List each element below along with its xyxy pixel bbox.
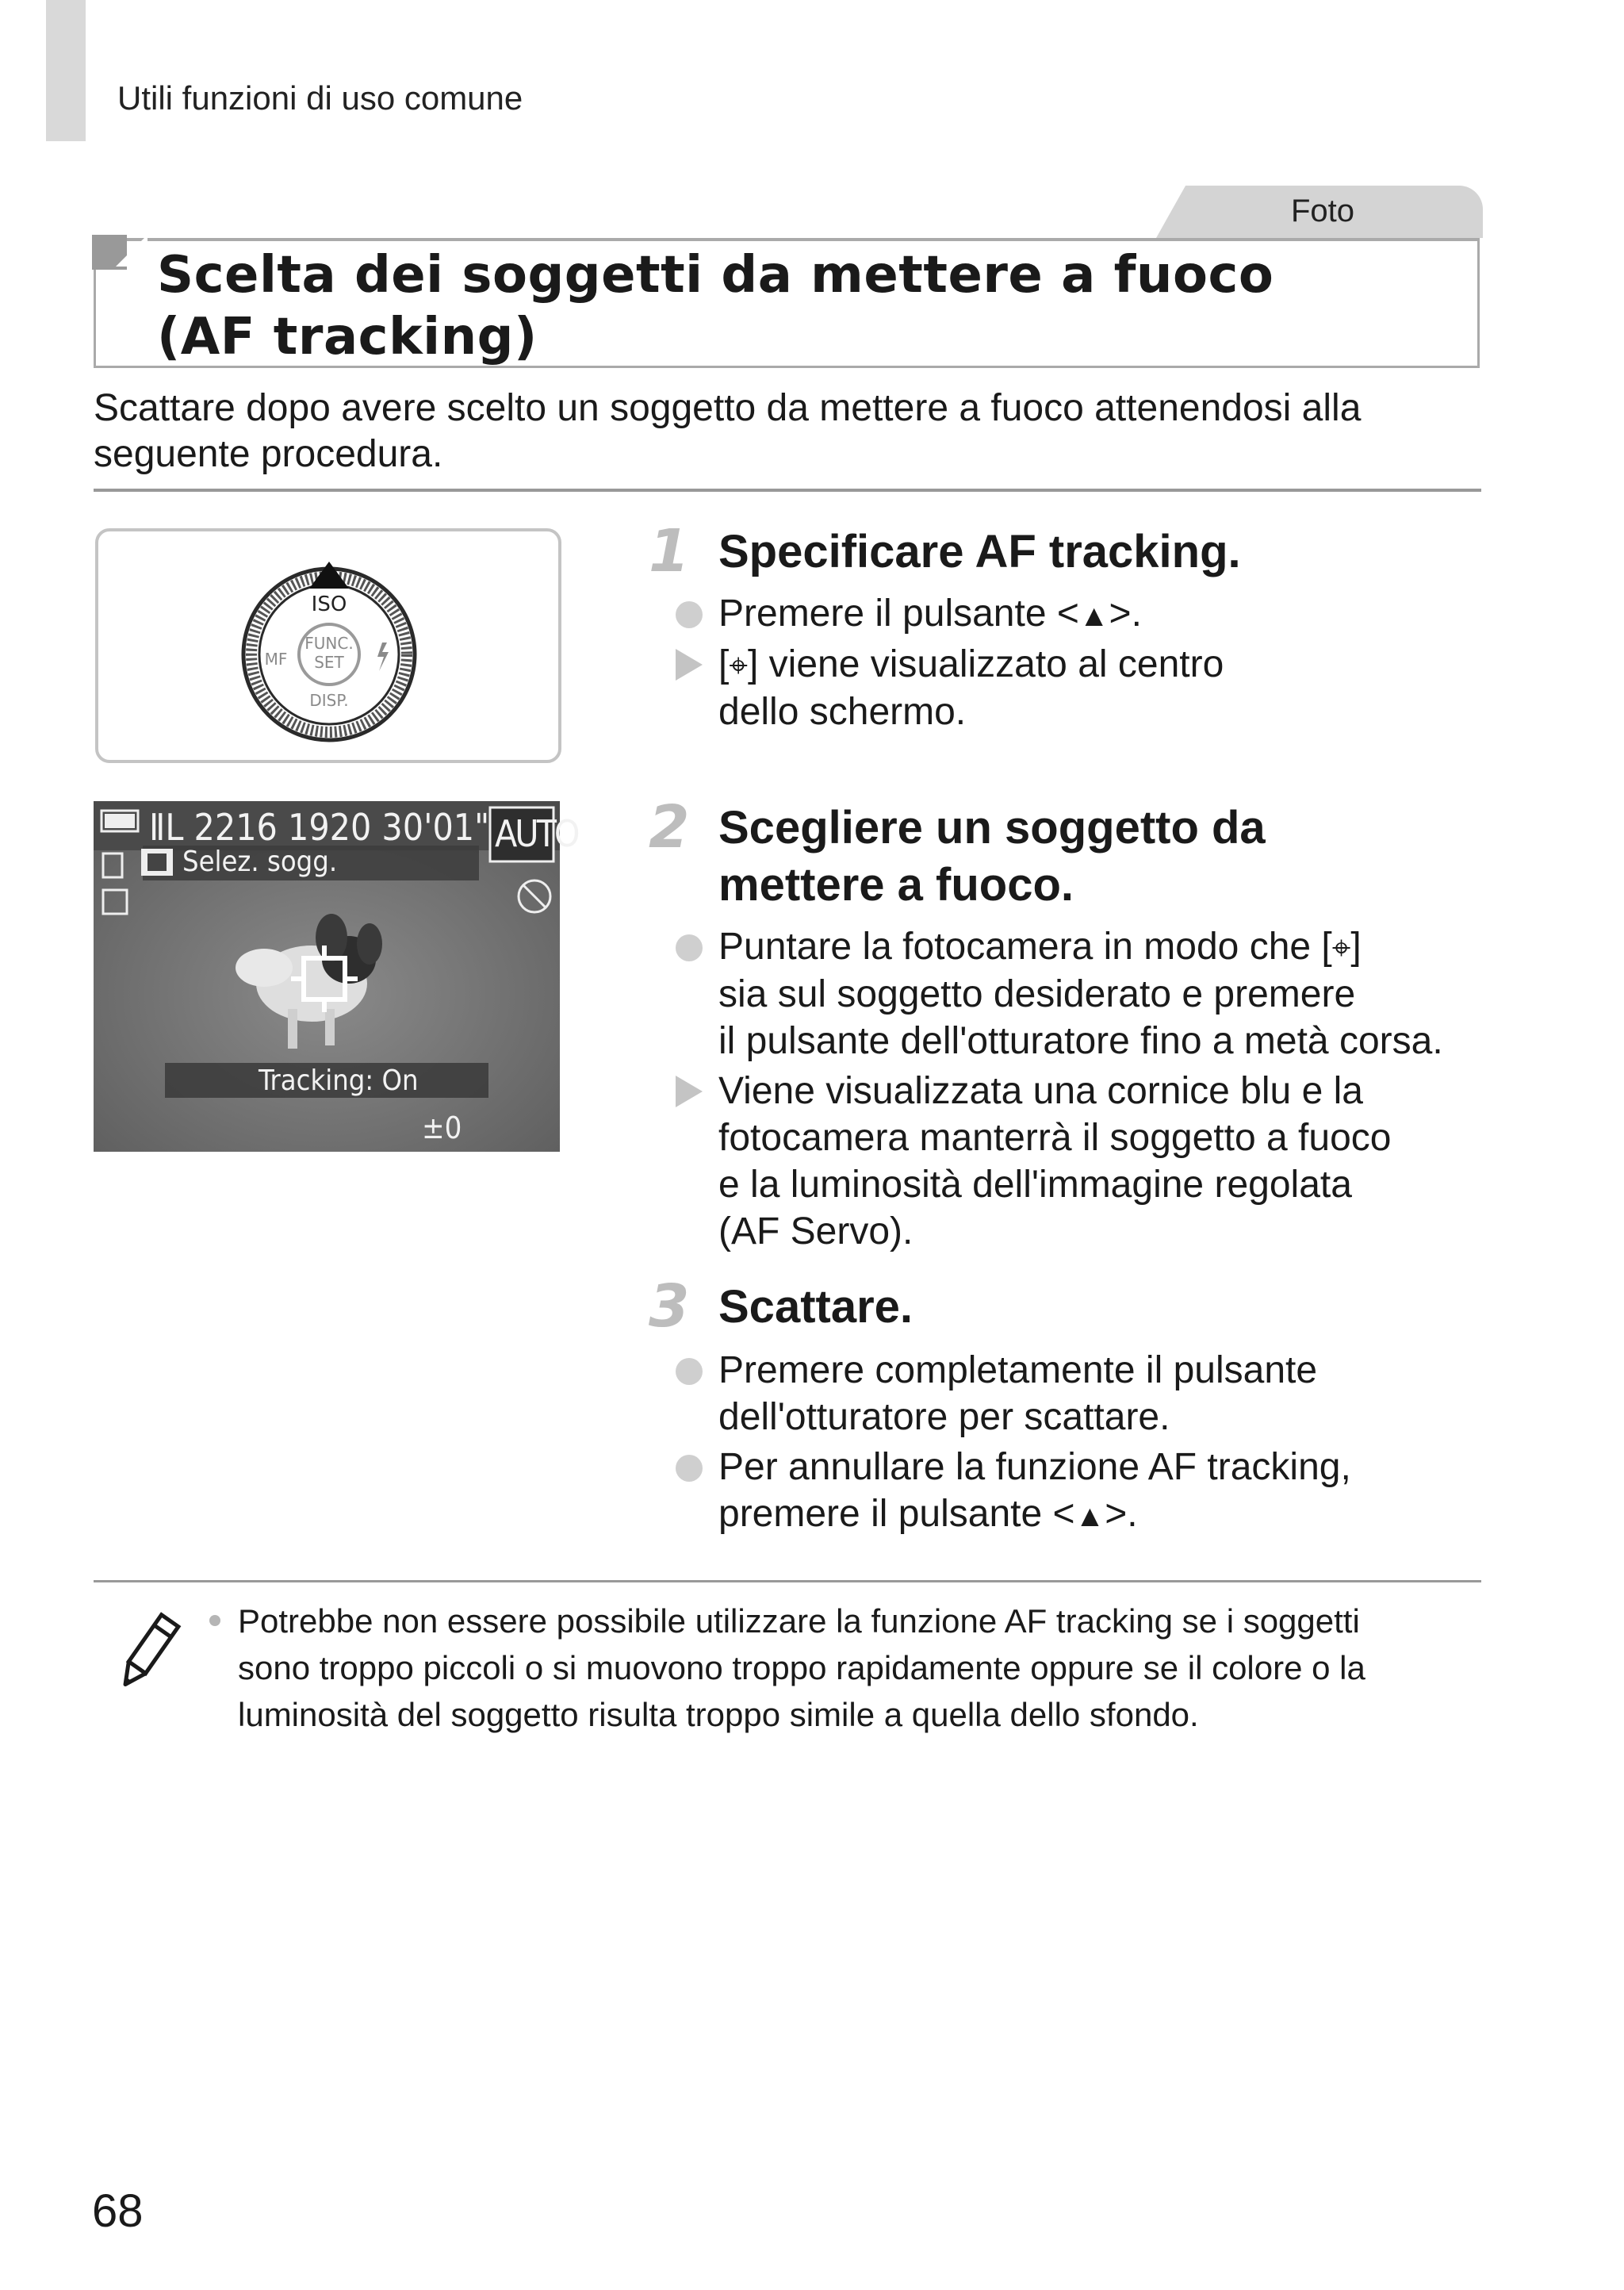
- step-3-instruction-1-line2: dell'otturatore per scattare.: [718, 1396, 1170, 1438]
- step-2-result: [718, 1068, 1391, 1255]
- section-label: Utili funzioni di uso comune: [117, 79, 523, 117]
- step-3-bullet-icon: [676, 1358, 703, 1385]
- tracking-frame-inline-icon: ⌖: [729, 646, 748, 684]
- step-2-instruction-suffix: ]: [1350, 926, 1362, 968]
- dial-mf-label: MF: [264, 650, 288, 669]
- page-title-line2: (AF tracking): [157, 308, 538, 366]
- step-1-result: [718, 641, 1224, 735]
- page-number: 68: [92, 2185, 144, 2237]
- note-line2: sono troppo piccoli o si muovono troppo rapidamente oppure se il colore o la: [238, 1649, 1365, 1686]
- note-line1: Potrebbe non essere possibile utilizzare la funzione AF tracking se i soggetti: [238, 1602, 1360, 1640]
- dial-disp-label: DISP.: [309, 691, 349, 710]
- note-line3: luminosità del soggetto risulta troppo simile a quella dello sfondo.: [238, 1696, 1199, 1733]
- step-2-instruction-line2: sia sul soggetto desiderato e premere: [718, 973, 1356, 1015]
- control-dial-icon: [238, 547, 420, 746]
- step-3-instruction-2-prefix: premere il pulsante <: [718, 1493, 1075, 1535]
- screen-top-bar: ⅡL 2216 1920 30'01": [149, 806, 490, 849]
- screen-mode-label: Selez. sogg.: [182, 846, 338, 878]
- step-3-instruction-1: [718, 1347, 1317, 1440]
- pencil-icon: [113, 1612, 181, 1696]
- step-1-result-text: ] viene visualizzato al centro: [748, 643, 1224, 685]
- step-1-instruction-end: >.: [1109, 593, 1142, 635]
- screen-exposure: ±0: [422, 1110, 462, 1145]
- step-1-result-line2: dello schermo.: [718, 691, 967, 733]
- step-1-title: Specificare AF tracking.: [718, 526, 1241, 577]
- step-2-title-line2: mettere a fuoco.: [718, 859, 1074, 911]
- screen-tracking-status: Tracking: On: [259, 1064, 419, 1097]
- step-3-instruction-2: [718, 1444, 1351, 1540]
- page-title: [157, 244, 1274, 368]
- step-2-number: 2: [649, 793, 690, 861]
- intro-paragraph: [94, 386, 1489, 478]
- header-sidebar-bar: [46, 0, 86, 141]
- note-text: [238, 1598, 1491, 1738]
- step-1-instruction: [718, 590, 1142, 640]
- step-3-instruction-2-suffix: >.: [1105, 1493, 1138, 1535]
- step-2-result-icon: [676, 1076, 703, 1107]
- step-2-result-line4: (AF Servo).: [718, 1210, 914, 1252]
- step-3-title: Scattare.: [718, 1281, 914, 1333]
- step-3-instruction-2-line1: Per annullare la funzione AF tracking,: [718, 1446, 1351, 1488]
- step-1-number: 1: [649, 517, 690, 585]
- step-2-instruction: [718, 923, 1443, 1064]
- screen-auto-mode: AUTO: [495, 812, 578, 855]
- foto-tab-label: Foto: [1291, 194, 1355, 228]
- step-1-result-prefix: [: [718, 643, 730, 685]
- intro-divider: [94, 489, 1481, 492]
- step-2-title: [718, 800, 1266, 914]
- step-3-number: 3: [649, 1272, 690, 1341]
- step-2-instruction-line3: il pulsante dell'otturatore fino a metà corsa.: [718, 1020, 1443, 1062]
- note-bullet-icon: [209, 1615, 220, 1626]
- step-2-result-line1: Viene visualizzata una cornice blu e la: [718, 1070, 1363, 1112]
- step-2-result-line2: fotocamera manterrà il soggetto a fuoco: [718, 1117, 1392, 1159]
- up-arrow-icon: ▲: [1074, 1500, 1105, 1533]
- step-2-result-line3: e la luminosità dell'immagine regolata: [718, 1164, 1352, 1206]
- dial-func-label: FUNC.: [304, 634, 354, 653]
- intro-line1: Scattare dopo avere scelto un soggetto da mettere a fuoco attenendosi alla: [94, 387, 1362, 429]
- step-2-instruction-prefix: Puntare la fotocamera in modo che [: [718, 926, 1332, 968]
- page-title-line1: Scelta dei soggetti da mettere a fuoco: [157, 246, 1274, 305]
- intro-line2: seguente procedura.: [94, 433, 443, 475]
- tracking-frame-inline-icon: ⌖: [1331, 929, 1351, 966]
- step-1-result-icon: [676, 649, 703, 681]
- camera-screen: [94, 801, 578, 1152]
- step-3-instruction-1-line1: Premere completamente il pulsante: [718, 1349, 1318, 1391]
- step-3-bullet-2-icon: [676, 1455, 703, 1482]
- dial-iso-label: ISO: [311, 593, 347, 616]
- step-2-title-line1: Scegliere un soggetto da: [718, 802, 1266, 853]
- note-divider: [94, 1580, 1481, 1582]
- dial-set-label: SET: [314, 653, 344, 672]
- step-2-bullet-icon: [676, 934, 703, 961]
- step-1-instruction-text: Premere il pulsante <: [718, 593, 1079, 635]
- up-arrow-icon: ▲: [1078, 600, 1109, 633]
- step-1-bullet-icon: [676, 601, 703, 628]
